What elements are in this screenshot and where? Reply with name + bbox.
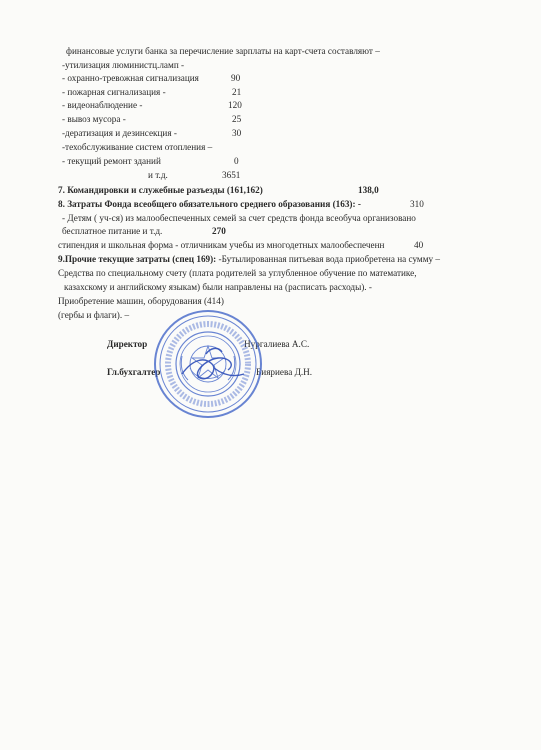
section-9-text: Средства по специальному счету (плата родителей за углубленное обучение по математике, — [58, 268, 417, 278]
intro-text: финансовые услуги банка за перечисление зарплаты на карт-счета составляют – — [66, 46, 380, 56]
service-value: 90 — [231, 73, 241, 83]
service-value: 120 — [228, 100, 242, 110]
service-label: - пожарная сигнализация - — [62, 87, 166, 97]
section-8-meal-value: 270 — [212, 226, 226, 236]
section-9-text: Приобретение машин, оборудования (414) — [58, 296, 224, 306]
section-9-line — [58, 254, 440, 265]
service-label: -утилизация люминистц.ламп - — [62, 60, 185, 70]
director-name: Нургалиева А.С. — [244, 339, 310, 349]
service-value: 0 — [234, 156, 239, 166]
service-label: - текущий ремонт зданий — [62, 156, 161, 166]
director-title: Директор — [107, 339, 148, 349]
accountant-name: Бияриева Д.Н. — [256, 367, 313, 377]
service-value: 3651 — [222, 170, 241, 180]
official-stamp-icon — [152, 308, 264, 420]
section-8-title: 8. Затраты Фонда всеобщего обязательного среднего образования (163): - — [58, 199, 361, 209]
section-8-stipend-value: 40 — [414, 240, 424, 250]
service-value: 25 — [232, 114, 242, 124]
section-9-text: (гербы и флаги). – — [58, 310, 130, 320]
section-9-title: 9.Прочие текущие затраты (спец 169): — [58, 254, 217, 264]
section-8-text: стипендия и школьная форма - отличникам учебы из многодетных малообеспеченн — [58, 240, 385, 250]
section-8-text: - Детям ( уч-ся) из малообеспеченных семей за счет средств фонда всеобуча организовано — [62, 213, 416, 223]
service-label: - видеонаблюдение - — [62, 100, 143, 110]
service-value: 30 — [232, 128, 242, 138]
service-label: и т.д. — [148, 170, 168, 180]
section-8-value: 310 — [410, 199, 424, 209]
service-value: 21 — [232, 87, 242, 97]
service-label: -дератизация и дезинсекция - — [62, 128, 177, 138]
service-label: -техобслуживание систем отопления – — [62, 142, 213, 152]
service-label: - вывоз мусора - — [62, 114, 126, 124]
service-label: - охранно-тревожная сигнализация — [62, 73, 199, 83]
accountant-title: Гл.бухгалтер — [107, 367, 161, 377]
section-9-text: казахскому и английскому языкам) были направлены на (расписать расходы). - — [64, 282, 372, 292]
section-8-text: бесплатное питание и т.д. — [62, 226, 163, 236]
section-9-text: -Бутылированная питьевая вода приобретена на сумму – — [216, 254, 441, 264]
section-7-title: 7. Командировки и служебные разъезды (161,162) — [58, 185, 263, 195]
section-7-value: 138,0 — [358, 185, 379, 195]
